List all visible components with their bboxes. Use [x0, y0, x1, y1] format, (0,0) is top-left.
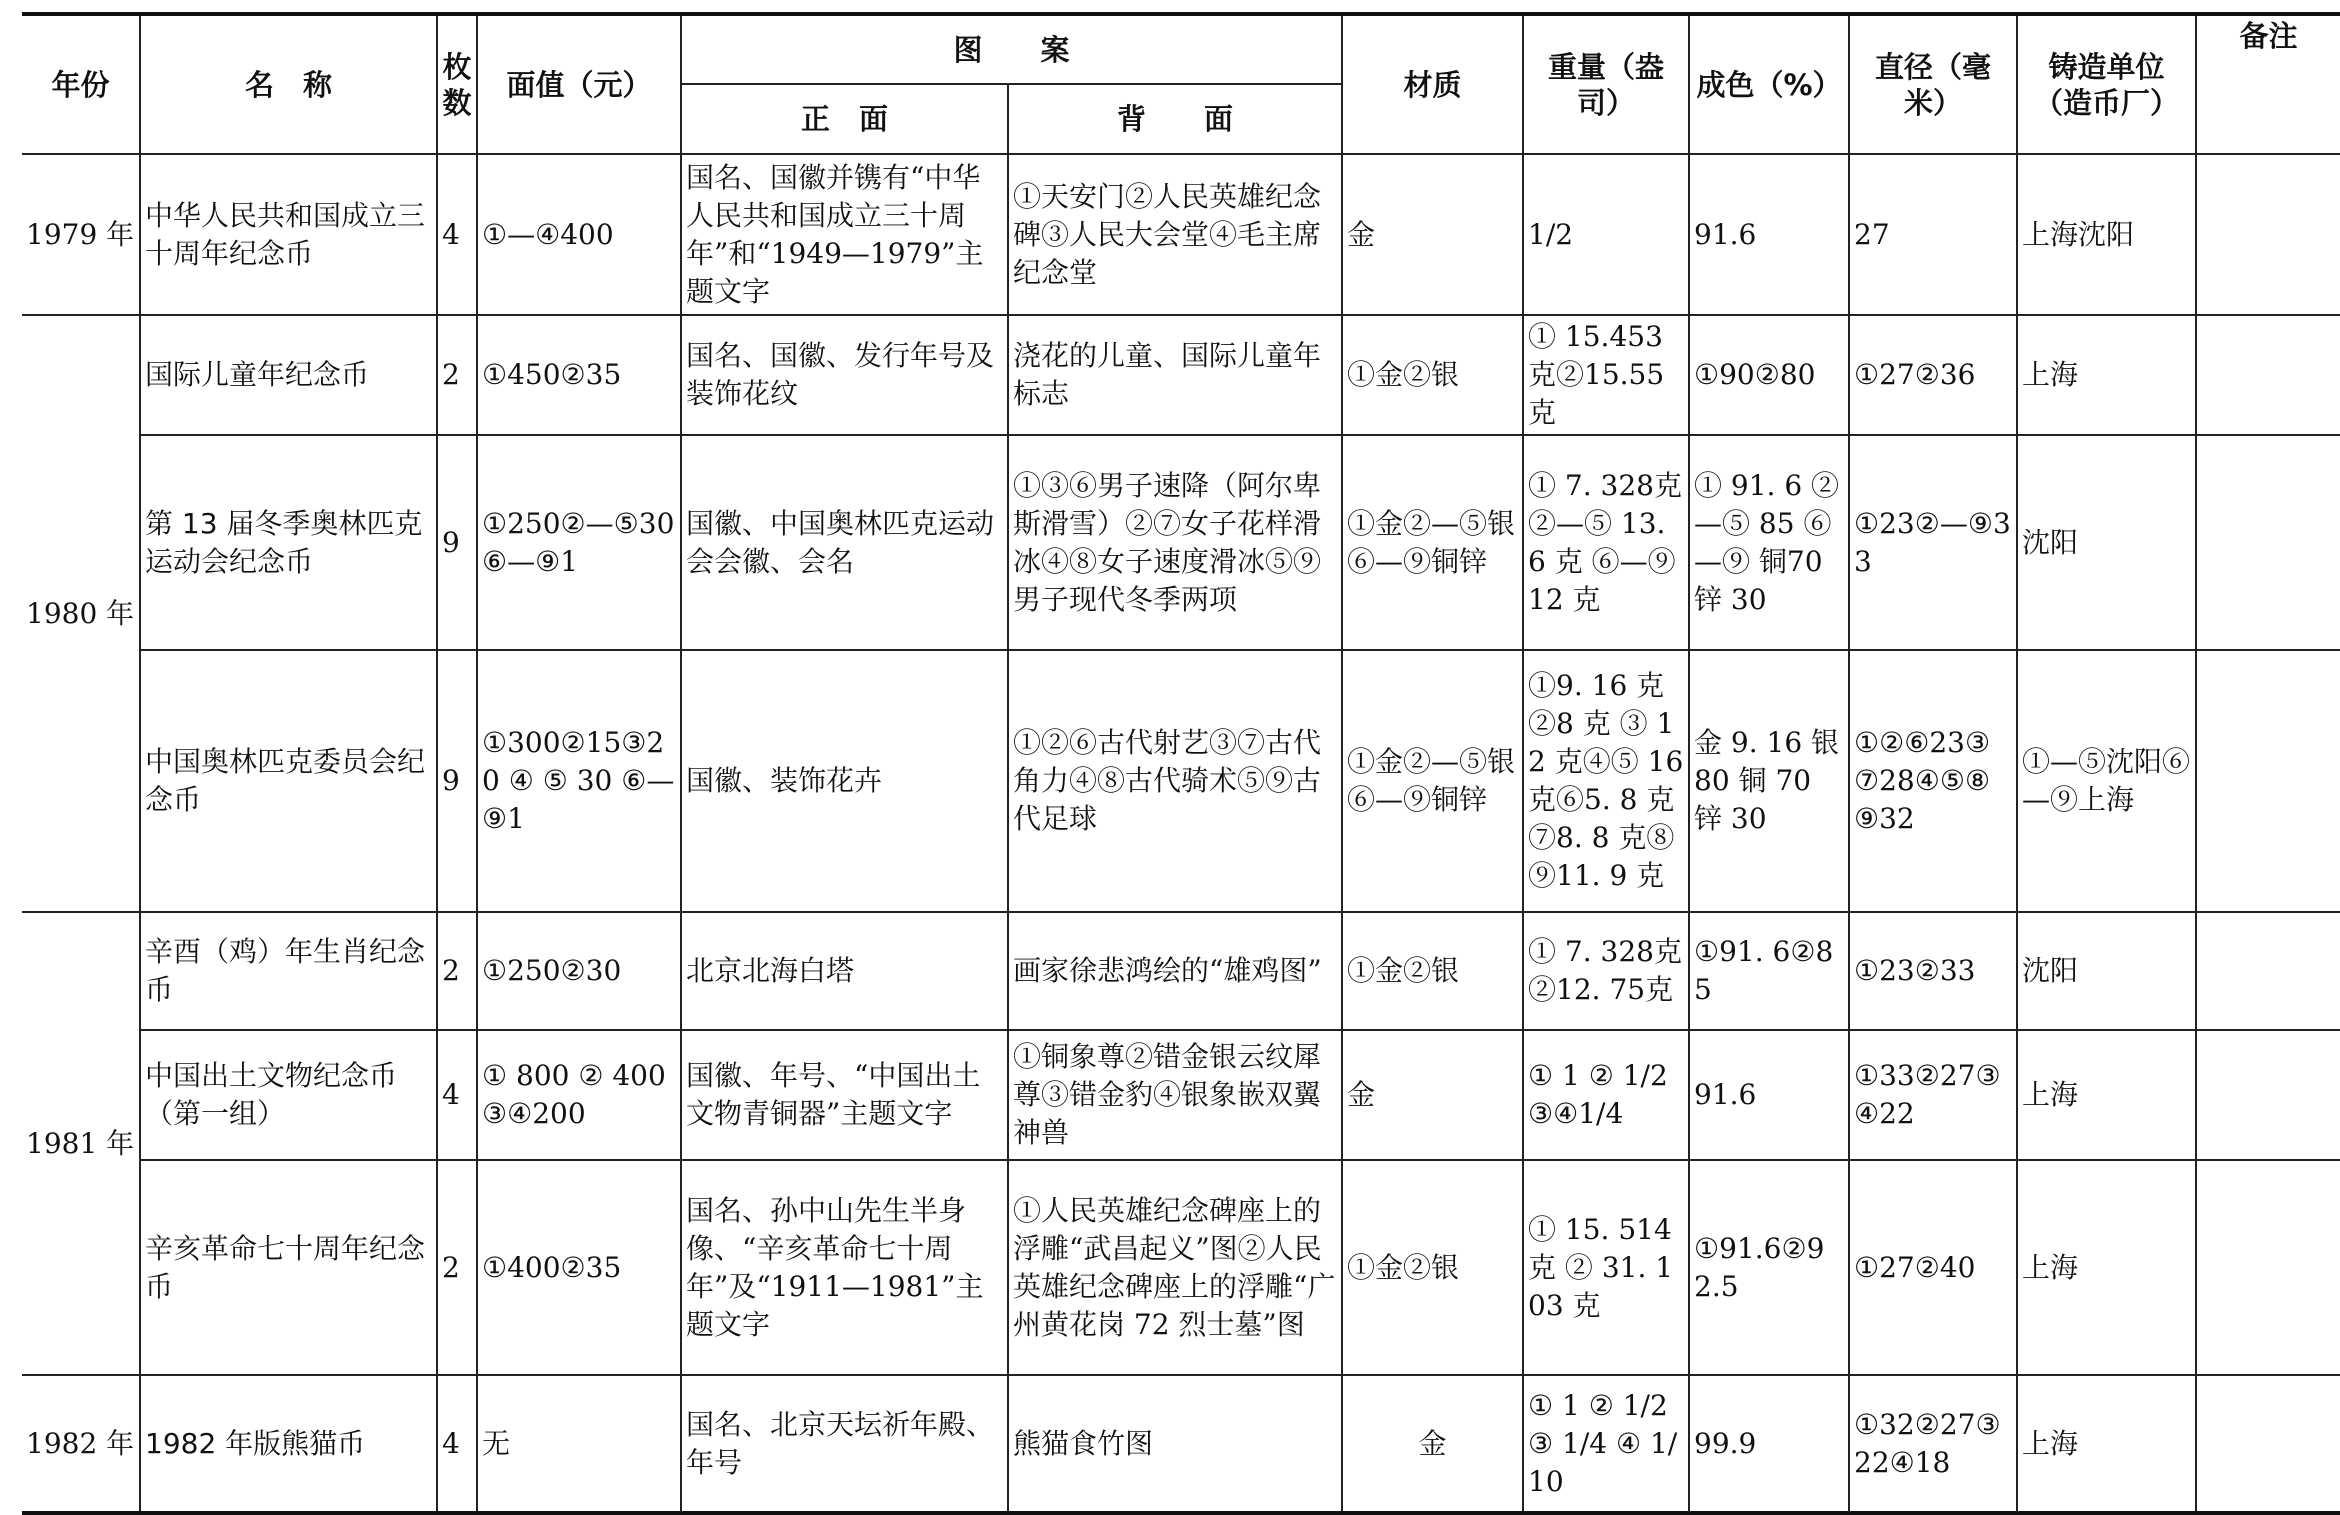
coin-face-value: ①—④400 [477, 154, 681, 315]
coin-material: ①金②银 [1342, 912, 1523, 1030]
coin-name: 中国奥林匹克委员会纪念币 [140, 650, 437, 912]
coin-count: 2 [437, 315, 477, 435]
coin-diameter: ①27②40 [1849, 1160, 2017, 1375]
coin-mint: 上海 [2017, 1030, 2196, 1160]
coin-fineness: ①91.6②92.5 [1689, 1160, 1849, 1375]
coin-count: 2 [437, 912, 477, 1030]
coin-face-value: 无 [477, 1375, 681, 1513]
coin-fineness: ① 91. 6 ②—⑤ 85 ⑥—⑨ 铜70 锌 30 [1689, 435, 1849, 650]
coin-name: 中国出土文物纪念币（第一组） [140, 1030, 437, 1160]
document-page [22, 12, 2340, 1512]
coin-mint: 上海 [2017, 315, 2196, 435]
coin-material: ①金②银 [1342, 1160, 1523, 1375]
coin-obverse: 国名、国徽、发行年号及装饰花纹 [681, 315, 1008, 435]
coin-count: 9 [437, 650, 477, 912]
coin-mint: 上海沈阳 [2017, 154, 2196, 315]
year-cell-1982: 1982 年 [22, 1375, 140, 1513]
coin-name: 中华人民共和国成立三十周年纪念币 [140, 154, 437, 315]
coin-name: 第 13 届冬季奥林匹克运动会纪念币 [140, 435, 437, 650]
coin-diameter: ①23②33 [1849, 912, 2017, 1030]
coin-remarks [2196, 435, 2340, 650]
year-cell-1979: 1979 年 [22, 154, 140, 315]
coin-material: ①金②银 [1342, 315, 1523, 435]
coin-weight: ① 1 ② 1/2 ③④1/4 [1523, 1030, 1689, 1160]
table-row [22, 1375, 2340, 1513]
table-row [22, 315, 2340, 435]
coin-reverse: 浇花的儿童、国际儿童年标志 [1008, 315, 1342, 435]
coin-count: 4 [437, 1375, 477, 1513]
header-material: 材质 [1342, 14, 1523, 154]
header-reverse: 背 面 [1008, 84, 1342, 154]
coin-face-value: ①250②—⑤30⑥—⑨1 [477, 435, 681, 650]
table-row [22, 650, 2340, 912]
coin-obverse: 国名、国徽并镌有“中华人民共和国成立三十周年”和“1949—1979”主题文字 [681, 154, 1008, 315]
header-mint: 铸造单位（造币厂） [2017, 14, 2196, 154]
coin-weight: ①9. 16 克 ②8 克 ③ 12 克④⑤ 16 克⑥5. 8 克⑦8. 8 克⑧⑨11. 9 克 [1523, 650, 1689, 912]
coin-obverse: 国名、北京天坛祈年殿、年号 [681, 1375, 1008, 1513]
coin-count: 4 [437, 154, 477, 315]
header-remarks: 备注 [2196, 14, 2340, 154]
coin-obverse: 国徽、装饰花卉 [681, 650, 1008, 912]
year-cell-1981: 1981 年 [22, 912, 140, 1375]
coin-count: 9 [437, 435, 477, 650]
header-row-1 [22, 14, 2340, 84]
table-row [22, 1160, 2340, 1375]
header-obverse: 正 面 [681, 84, 1008, 154]
header-year: 年份 [22, 14, 140, 154]
coin-face-value: ①400②35 [477, 1160, 681, 1375]
coin-obverse: 国徽、中国奥林匹克运动会会徽、会名 [681, 435, 1008, 650]
coin-reverse: ①②⑥古代射艺③⑦古代角力④⑧古代骑术⑤⑨古代足球 [1008, 650, 1342, 912]
coin-face-value: ①250②30 [477, 912, 681, 1030]
table-row [22, 1030, 2340, 1160]
coin-name: 国际儿童年纪念币 [140, 315, 437, 435]
header-face-value: 面值（元） [477, 14, 681, 154]
header-weight: 重量（盎司） [1523, 14, 1689, 154]
table-row [22, 154, 2340, 315]
coin-weight: ① 1 ② 1/2 ③ 1/4 ④ 1/10 [1523, 1375, 1689, 1513]
coin-reverse: 画家徐悲鸿绘的“雄鸡图” [1008, 912, 1342, 1030]
coin-remarks [2196, 1160, 2340, 1375]
coin-fineness: 99.9 [1689, 1375, 1849, 1513]
coin-mint: 沈阳 [2017, 435, 2196, 650]
coin-mint: 上海 [2017, 1375, 2196, 1513]
header-name: 名 称 [140, 14, 437, 154]
coin-fineness: ①90②80 [1689, 315, 1849, 435]
coin-remarks [2196, 315, 2340, 435]
coin-obverse: 北京北海白塔 [681, 912, 1008, 1030]
coin-count: 2 [437, 1160, 477, 1375]
coin-mint: 上海 [2017, 1160, 2196, 1375]
coin-remarks [2196, 1375, 2340, 1513]
coin-material: 金 [1342, 154, 1523, 315]
coin-obverse: 国徽、年号、“中国出土文物青铜器”主题文字 [681, 1030, 1008, 1160]
coin-weight: ① 15.453克②15.55克 [1523, 315, 1689, 435]
year-cell-1980: 1980 年 [22, 315, 140, 912]
coin-count: 4 [437, 1030, 477, 1160]
coin-fineness: 金 9. 16 银 80 铜 70 锌 30 [1689, 650, 1849, 912]
coin-remarks [2196, 1030, 2340, 1160]
coin-fineness: ①91. 6②85 [1689, 912, 1849, 1030]
coin-diameter: ①23②—⑨33 [1849, 435, 2017, 650]
coin-diameter: ①27②36 [1849, 315, 2017, 435]
coin-remarks [2196, 912, 2340, 1030]
coin-fineness: 91.6 [1689, 1030, 1849, 1160]
coin-reverse: ①铜象尊②错金银云纹犀尊③错金豹④银象嵌双翼神兽 [1008, 1030, 1342, 1160]
table-row [22, 912, 2340, 1030]
header-fineness: 成色（%） [1689, 14, 1849, 154]
coin-face-value: ①450②35 [477, 315, 681, 435]
coin-material: 金 [1342, 1030, 1523, 1160]
coin-name: 辛酉（鸡）年生肖纪念币 [140, 912, 437, 1030]
coin-weight: 1/2 [1523, 154, 1689, 315]
coin-mint: 沈阳 [2017, 912, 2196, 1030]
coin-reverse: ①人民英雄纪念碑座上的浮雕“武昌起义”图②人民英雄纪念碑座上的浮雕“广州黄花岗 72 烈士墓”图 [1008, 1160, 1342, 1375]
coin-material: 金 [1342, 1375, 1523, 1513]
coin-material: ①金②—⑤银⑥—⑨铜锌 [1342, 650, 1523, 912]
coin-reverse: ①③⑥男子速降（阿尔卑斯滑雪）②⑦女子花样滑冰④⑧女子速度滑冰⑤⑨男子现代冬季两项 [1008, 435, 1342, 650]
coin-diameter: ①33②27③④22 [1849, 1030, 2017, 1160]
coin-remarks [2196, 154, 2340, 315]
coin-weight: ① 7. 328克 ②—⑤ 13. 6 克 ⑥—⑨ 12 克 [1523, 435, 1689, 650]
coin-weight: ① 7. 328克②12. 75克 [1523, 912, 1689, 1030]
table-row [22, 435, 2340, 650]
coin-face-value: ① 800 ② 400③④200 [477, 1030, 681, 1160]
coin-diameter: 27 [1849, 154, 2017, 315]
coin-weight: ① 15. 514 克 ② 31. 103 克 [1523, 1160, 1689, 1375]
header-diameter: 直径（毫米） [1849, 14, 2017, 154]
coin-material: ①金②—⑤银⑥—⑨铜锌 [1342, 435, 1523, 650]
coin-diameter: ①②⑥23③⑦28④⑤⑧⑨32 [1849, 650, 2017, 912]
coin-face-value: ①300②15③20 ④ ⑤ 30 ⑥—⑨1 [477, 650, 681, 912]
coin-name: 1982 年版熊猫币 [140, 1375, 437, 1513]
coin-obverse: 国名、孙中山先生半身像、“辛亥革命七十周年”及“1911—1981”主题文字 [681, 1160, 1008, 1375]
header-count: 枚数 [437, 14, 477, 154]
coin-name: 辛亥革命七十周年纪念币 [140, 1160, 437, 1375]
header-design: 图 案 [681, 14, 1342, 84]
commemorative-coin-table [22, 12, 2340, 1515]
coin-diameter: ①32②27③22④18 [1849, 1375, 2017, 1513]
coin-remarks [2196, 650, 2340, 912]
coin-reverse: ①天安门②人民英雄纪念碑③人民大会堂④毛主席纪念堂 [1008, 154, 1342, 315]
coin-fineness: 91.6 [1689, 154, 1849, 315]
coin-mint: ①—⑤沈阳⑥—⑨上海 [2017, 650, 2196, 912]
coin-reverse: 熊猫食竹图 [1008, 1375, 1342, 1513]
